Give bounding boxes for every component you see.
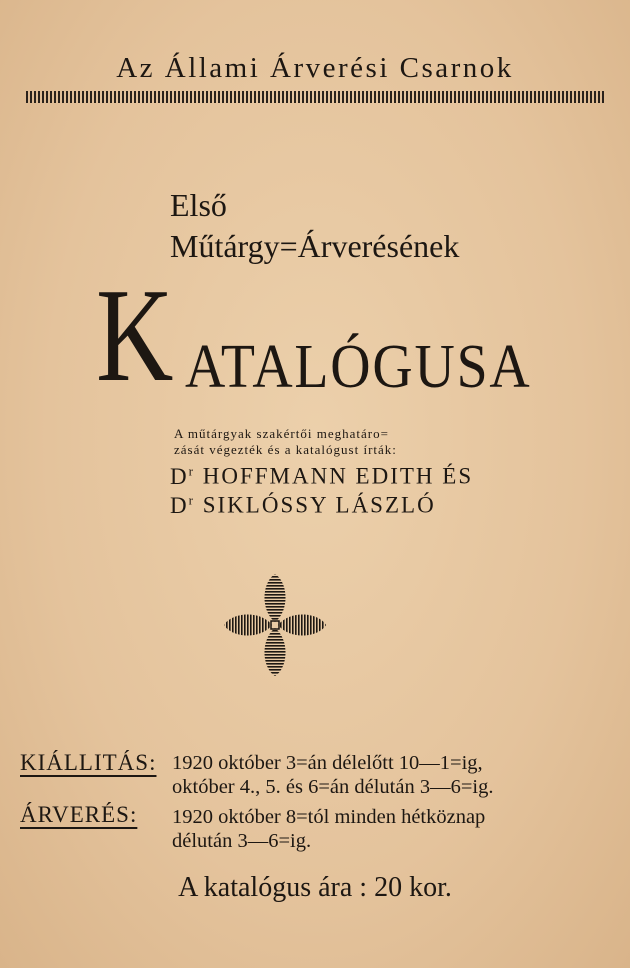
author-1 bbox=[170, 463, 473, 490]
author-1-name: HOFFMANN EDITH ÉS bbox=[202, 463, 474, 489]
author-2-name: SIKLÓSSY LÁSZLÓ bbox=[202, 492, 436, 518]
author-1-title: $D^r$ bbox=[170, 463, 195, 489]
exhibition-line-2: október 4., 5. és 6=án délután 3—6=ig. bbox=[172, 776, 494, 798]
decorative-rule bbox=[26, 91, 606, 103]
title-line-2: Műtárgy=Árverésének bbox=[170, 228, 460, 264]
catalog-title: ATALÓGUSA bbox=[185, 333, 532, 401]
institution-header: Az Állami Árverési Csarnok bbox=[116, 52, 514, 84]
experts-intro-line-1: A műtárgyak szakértői meghatáro= bbox=[174, 426, 389, 441]
auction-line-1: 1920 október 8=tól minden hétköznap bbox=[172, 806, 486, 828]
auction-label: ÁRVERÉS: bbox=[20, 802, 138, 827]
title-line-1: Első bbox=[170, 187, 227, 223]
catalog-price: A katalógus ára : 20 kor. bbox=[178, 872, 452, 903]
title-initial-letter: K bbox=[96, 261, 172, 409]
auction-line-2: délután 3—6=ig. bbox=[172, 830, 312, 852]
experts-intro-line-2: zását végezték és a katalógust írták: bbox=[174, 442, 397, 457]
exhibition-line-1: 1920 október 3=án délelőtt 10—1=ig, bbox=[172, 752, 483, 774]
author-2-title: $D^r$ bbox=[170, 492, 195, 518]
exhibition-label: KIÁLLITÁS: bbox=[20, 750, 157, 775]
author-2 bbox=[170, 492, 436, 519]
four-petal-flower-icon bbox=[220, 570, 330, 680]
